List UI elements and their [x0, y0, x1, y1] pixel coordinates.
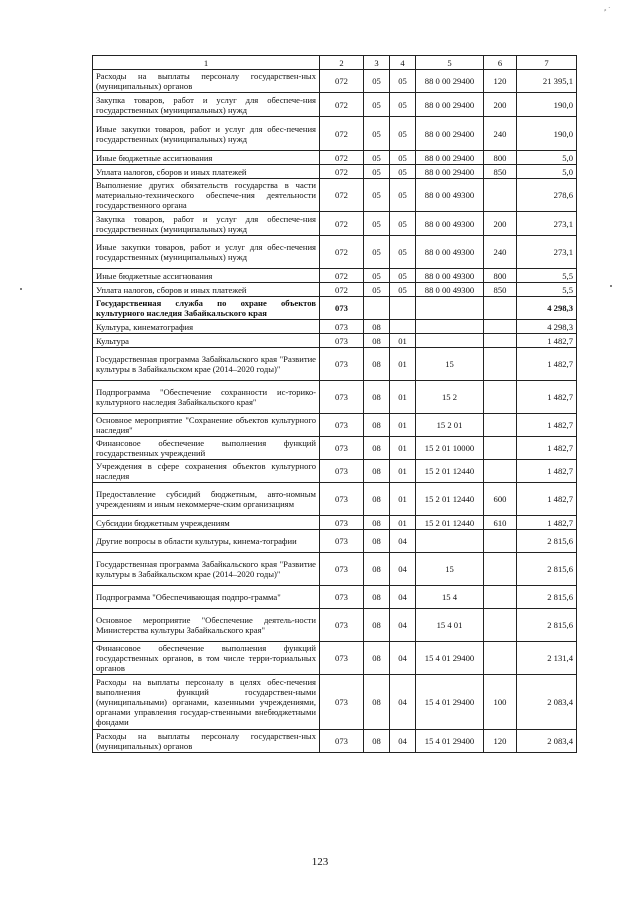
row-code-cell: 073 — [320, 609, 364, 642]
row-target-article-cell: 15 2 01 10000 — [416, 437, 484, 460]
row-name-cell: Расходы на выплаты персоналу государствен-ных (муниципальных) органов — [93, 70, 320, 93]
row-code-cell: 073 — [320, 730, 364, 753]
table-row — [93, 553, 577, 586]
row-name-cell: Иные бюджетные ассигнования — [93, 269, 320, 283]
row-code-cell: 072 — [320, 283, 364, 297]
row-section-cell: 05 — [364, 269, 390, 283]
row-expense-type-cell — [484, 530, 517, 553]
row-name-cell: Субсидии бюджетным учреждениям — [93, 516, 320, 530]
row-code-cell: 073 — [320, 483, 364, 516]
page-number: 123 — [311, 856, 329, 868]
header-col-3: 3 — [364, 56, 390, 70]
table-row — [93, 414, 577, 437]
row-amount-cell: 4 298,3 — [517, 297, 577, 320]
row-name-cell: Финансовое обеспечение выполнения функций государственных органов, в том числе терри-ториальных органов — [93, 642, 320, 675]
row-subsection-cell: 05 — [390, 179, 416, 212]
row-code-cell: 073 — [320, 642, 364, 675]
row-name-cell: Иные бюджетные ассигнования — [93, 151, 320, 165]
row-section-cell: 08 — [364, 675, 390, 730]
row-section-cell: 08 — [364, 483, 390, 516]
row-section-cell: 05 — [364, 283, 390, 297]
row-target-article-cell: 88 0 00 29400 — [416, 165, 484, 179]
row-amount-cell: 5,0 — [517, 151, 577, 165]
table-row — [93, 179, 577, 212]
row-name-cell: Культура, кинематография — [93, 320, 320, 334]
row-section-cell: 08 — [364, 348, 390, 381]
row-code-cell: 072 — [320, 165, 364, 179]
row-expense-type-cell: 850 — [484, 165, 517, 179]
row-expense-type-cell: 240 — [484, 117, 517, 151]
row-amount-cell: 1 482,7 — [517, 414, 577, 437]
table-row — [93, 320, 577, 334]
row-subsection-cell: 04 — [390, 675, 416, 730]
row-target-article-cell: 15 2 01 12440 — [416, 460, 484, 483]
row-expense-type-cell: 800 — [484, 269, 517, 283]
row-name-cell: Закупка товаров, работ и услуг для обеспече-ния государственных (муниципальных) нужд — [93, 212, 320, 236]
row-target-article-cell: 15 2 — [416, 381, 484, 414]
row-code-cell: 073 — [320, 414, 364, 437]
row-name-cell: Подпрограмма "Обеспечивающая подпро-грамма" — [93, 586, 320, 609]
table-row — [93, 236, 577, 269]
row-subsection-cell: 05 — [390, 269, 416, 283]
row-subsection-cell: 01 — [390, 483, 416, 516]
row-code-cell: 072 — [320, 151, 364, 165]
scan-speck — [610, 285, 612, 287]
row-expense-type-cell — [484, 348, 517, 381]
row-amount-cell: 278,6 — [517, 179, 577, 212]
row-name-cell: Иные закупки товаров, работ и услуг для обес-печения государственных (муниципальных) нужд — [93, 236, 320, 269]
row-section-cell: 05 — [364, 179, 390, 212]
row-amount-cell: 2 131,4 — [517, 642, 577, 675]
row-expense-type-cell: 120 — [484, 730, 517, 753]
table-row — [93, 381, 577, 414]
row-amount-cell: 1 482,7 — [517, 334, 577, 348]
row-name-cell: Выполнение других обязательств государства в части материально-технического обеспече-ния деятельности государственного органа — [93, 179, 320, 212]
table-row — [93, 437, 577, 460]
table-row — [93, 348, 577, 381]
row-expense-type-cell: 850 — [484, 283, 517, 297]
row-section-cell: 08 — [364, 381, 390, 414]
row-section-cell: 08 — [364, 730, 390, 753]
row-code-cell: 073 — [320, 334, 364, 348]
row-target-article-cell: 88 0 00 29400 — [416, 70, 484, 93]
row-amount-cell: 2 083,4 — [517, 675, 577, 730]
row-expense-type-cell — [484, 414, 517, 437]
row-code-cell: 072 — [320, 269, 364, 283]
row-section-cell: 08 — [364, 437, 390, 460]
row-expense-type-cell — [484, 297, 517, 320]
row-subsection-cell: 04 — [390, 642, 416, 675]
row-section-cell: 05 — [364, 212, 390, 236]
row-subsection-cell: 04 — [390, 586, 416, 609]
table-row — [93, 297, 577, 320]
row-section-cell: 05 — [364, 70, 390, 93]
row-subsection-cell: 05 — [390, 236, 416, 269]
header-col-6: 6 — [484, 56, 517, 70]
row-amount-cell: 1 482,7 — [517, 381, 577, 414]
row-section-cell: 08 — [364, 642, 390, 675]
row-section-cell: 08 — [364, 553, 390, 586]
row-code-cell: 072 — [320, 212, 364, 236]
row-target-article-cell: 15 4 — [416, 586, 484, 609]
row-expense-type-cell — [484, 334, 517, 348]
row-amount-cell: 273,1 — [517, 236, 577, 269]
row-expense-type-cell: 610 — [484, 516, 517, 530]
row-code-cell: 072 — [320, 117, 364, 151]
table-row — [93, 212, 577, 236]
table-row — [93, 730, 577, 753]
table-row — [93, 165, 577, 179]
table-row — [93, 609, 577, 642]
row-expense-type-cell — [484, 179, 517, 212]
row-name-cell: Учреждения в сфере сохранения объектов культурного наследия — [93, 460, 320, 483]
row-subsection-cell: 04 — [390, 730, 416, 753]
row-code-cell: 073 — [320, 516, 364, 530]
row-subsection-cell: 01 — [390, 381, 416, 414]
row-subsection-cell: 01 — [390, 334, 416, 348]
header-col-5: 5 — [416, 56, 484, 70]
row-section-cell: 08 — [364, 609, 390, 642]
row-amount-cell: 1 482,7 — [517, 437, 577, 460]
row-expense-type-cell: 600 — [484, 483, 517, 516]
row-target-article-cell: 15 — [416, 348, 484, 381]
row-expense-type-cell — [484, 553, 517, 586]
table-row — [93, 642, 577, 675]
table-row — [93, 269, 577, 283]
row-subsection-cell: 05 — [390, 117, 416, 151]
row-code-cell: 072 — [320, 236, 364, 269]
table-row — [93, 151, 577, 165]
row-code-cell: 073 — [320, 460, 364, 483]
row-name-cell: Основное мероприятие "Обеспечение деятель-ности Министерства культуры Забайкальского края" — [93, 609, 320, 642]
row-target-article-cell: 88 0 00 29400 — [416, 117, 484, 151]
row-code-cell: 073 — [320, 348, 364, 381]
row-section-cell: 08 — [364, 320, 390, 334]
row-expense-type-cell — [484, 642, 517, 675]
row-target-article-cell: 15 — [416, 553, 484, 586]
row-name-cell: Расходы на выплаты персоналу в целях обес-печения выполнения функций государствен-ными (муниципальными) органами, казенными учреждениями, органами управления государ-ственными внебюджетными фондами — [93, 675, 320, 730]
table-row — [93, 334, 577, 348]
scan-mark: ⸗ ´ — [604, 6, 611, 14]
row-amount-cell: 1 482,7 — [517, 483, 577, 516]
header-col-7: 7 — [517, 56, 577, 70]
row-target-article-cell — [416, 297, 484, 320]
row-target-article-cell: 15 2 01 12440 — [416, 516, 484, 530]
row-expense-type-cell — [484, 381, 517, 414]
table-row — [93, 586, 577, 609]
row-expense-type-cell: 800 — [484, 151, 517, 165]
row-name-cell: Иные закупки товаров, работ и услуг для обес-печения государственных (муниципальных) нужд — [93, 117, 320, 151]
header-col-2: 2 — [320, 56, 364, 70]
row-section-cell: 05 — [364, 93, 390, 117]
budget-table — [92, 55, 577, 753]
row-name-cell: Государственная программа Забайкальского края "Развитие культуры в Забайкальском крае (2014–2020 годы)" — [93, 553, 320, 586]
row-expense-type-cell — [484, 586, 517, 609]
row-target-article-cell: 15 2 01 12440 — [416, 483, 484, 516]
row-subsection-cell: 05 — [390, 151, 416, 165]
row-section-cell: 08 — [364, 516, 390, 530]
row-subsection-cell: 04 — [390, 530, 416, 553]
row-name-cell: Уплата налогов, сборов и иных платежей — [93, 283, 320, 297]
row-amount-cell: 4 298,3 — [517, 320, 577, 334]
row-section-cell — [364, 297, 390, 320]
table-row — [93, 516, 577, 530]
row-name-cell: Закупка товаров, работ и услуг для обеспече-ния государственных (муниципальных) нужд — [93, 93, 320, 117]
row-amount-cell: 2 815,6 — [517, 530, 577, 553]
row-code-cell: 073 — [320, 553, 364, 586]
table-row — [93, 283, 577, 297]
row-subsection-cell: 05 — [390, 165, 416, 179]
row-code-cell: 073 — [320, 297, 364, 320]
row-section-cell: 08 — [364, 460, 390, 483]
row-name-cell: Предоставление субсидий бюджетным, авто-номным учреждениям и иным некоммерче-ским организациям — [93, 483, 320, 516]
row-subsection-cell: 05 — [390, 212, 416, 236]
row-target-article-cell — [416, 320, 484, 334]
row-section-cell: 08 — [364, 334, 390, 348]
row-target-article-cell: 88 0 00 49300 — [416, 179, 484, 212]
row-subsection-cell — [390, 297, 416, 320]
row-expense-type-cell — [484, 437, 517, 460]
row-name-cell: Культура — [93, 334, 320, 348]
row-amount-cell: 2 083,4 — [517, 730, 577, 753]
row-target-article-cell: 88 0 00 29400 — [416, 151, 484, 165]
row-target-article-cell: 15 4 01 29400 — [416, 730, 484, 753]
row-target-article-cell: 15 2 01 — [416, 414, 484, 437]
table-row — [93, 675, 577, 730]
row-amount-cell: 2 815,6 — [517, 609, 577, 642]
row-code-cell: 073 — [320, 586, 364, 609]
row-subsection-cell: 01 — [390, 414, 416, 437]
row-subsection-cell: 01 — [390, 437, 416, 460]
row-code-cell: 072 — [320, 70, 364, 93]
row-section-cell: 08 — [364, 586, 390, 609]
row-code-cell: 073 — [320, 381, 364, 414]
row-subsection-cell — [390, 320, 416, 334]
row-expense-type-cell: 100 — [484, 675, 517, 730]
row-amount-cell: 5,0 — [517, 165, 577, 179]
row-section-cell: 05 — [364, 236, 390, 269]
row-expense-type-cell: 120 — [484, 70, 517, 93]
table-row — [93, 93, 577, 117]
row-expense-type-cell: 240 — [484, 236, 517, 269]
table-row — [93, 117, 577, 151]
row-target-article-cell: 15 4 01 29400 — [416, 675, 484, 730]
table-body — [93, 70, 577, 753]
row-name-cell: Государственная программа Забайкальского края "Развитие культуры в Забайкальском крае (2014–2020 годы)" — [93, 348, 320, 381]
row-target-article-cell: 15 4 01 — [416, 609, 484, 642]
row-section-cell: 05 — [364, 151, 390, 165]
row-code-cell: 072 — [320, 179, 364, 212]
row-name-cell: Уплата налогов, сборов и иных платежей — [93, 165, 320, 179]
row-subsection-cell: 01 — [390, 516, 416, 530]
row-amount-cell: 2 815,6 — [517, 553, 577, 586]
row-target-article-cell — [416, 334, 484, 348]
row-amount-cell: 2 815,6 — [517, 586, 577, 609]
row-name-cell: Расходы на выплаты персоналу государствен-ных (муниципальных) органов — [93, 730, 320, 753]
row-name-cell: Другие вопросы в области культуры, кинема-тографии — [93, 530, 320, 553]
row-target-article-cell — [416, 530, 484, 553]
row-subsection-cell: 04 — [390, 609, 416, 642]
row-amount-cell: 273,1 — [517, 212, 577, 236]
row-target-article-cell: 88 0 00 49300 — [416, 212, 484, 236]
row-subsection-cell: 04 — [390, 553, 416, 586]
row-subsection-cell: 05 — [390, 93, 416, 117]
row-code-cell: 073 — [320, 320, 364, 334]
row-subsection-cell: 01 — [390, 348, 416, 381]
budget-table-container — [92, 55, 576, 753]
table-row — [93, 530, 577, 553]
row-expense-type-cell: 200 — [484, 93, 517, 117]
row-subsection-cell: 01 — [390, 460, 416, 483]
row-amount-cell: 190,0 — [517, 93, 577, 117]
row-amount-cell: 190,0 — [517, 117, 577, 151]
row-subsection-cell: 05 — [390, 70, 416, 93]
row-name-cell: Государственная служба по охране объектов культурного наследия Забайкальского края — [93, 297, 320, 320]
row-amount-cell: 21 395,1 — [517, 70, 577, 93]
table-row — [93, 483, 577, 516]
row-expense-type-cell — [484, 320, 517, 334]
row-amount-cell: 1 482,7 — [517, 516, 577, 530]
table-header-row — [93, 56, 577, 70]
row-expense-type-cell: 200 — [484, 212, 517, 236]
row-code-cell: 073 — [320, 437, 364, 460]
row-amount-cell: 1 482,7 — [517, 460, 577, 483]
row-target-article-cell: 88 0 00 49300 — [416, 236, 484, 269]
row-name-cell: Финансовое обеспечение выполнения функций государственных учреждений — [93, 437, 320, 460]
row-amount-cell: 1 482,7 — [517, 348, 577, 381]
row-code-cell: 073 — [320, 675, 364, 730]
row-section-cell: 05 — [364, 165, 390, 179]
row-expense-type-cell — [484, 609, 517, 642]
row-name-cell: Подпрограмма "Обеспечение сохранности ис-торико-культурного наследия Забайкальского края" — [93, 381, 320, 414]
row-code-cell: 072 — [320, 93, 364, 117]
row-section-cell: 08 — [364, 530, 390, 553]
row-amount-cell: 5,5 — [517, 269, 577, 283]
row-expense-type-cell — [484, 460, 517, 483]
row-subsection-cell: 05 — [390, 283, 416, 297]
row-name-cell: Основное мероприятие "Сохранение объектов культурного наследия" — [93, 414, 320, 437]
row-section-cell: 08 — [364, 414, 390, 437]
row-code-cell: 073 — [320, 530, 364, 553]
row-section-cell: 05 — [364, 117, 390, 151]
row-target-article-cell: 88 0 00 49300 — [416, 269, 484, 283]
table-row — [93, 70, 577, 93]
row-target-article-cell: 15 4 01 29400 — [416, 642, 484, 675]
row-target-article-cell: 88 0 00 29400 — [416, 93, 484, 117]
row-target-article-cell: 88 0 00 49300 — [416, 283, 484, 297]
row-amount-cell: 5,5 — [517, 283, 577, 297]
header-col-4: 4 — [390, 56, 416, 70]
scan-speck — [20, 288, 22, 290]
header-col-1: 1 — [93, 56, 320, 70]
table-row — [93, 460, 577, 483]
